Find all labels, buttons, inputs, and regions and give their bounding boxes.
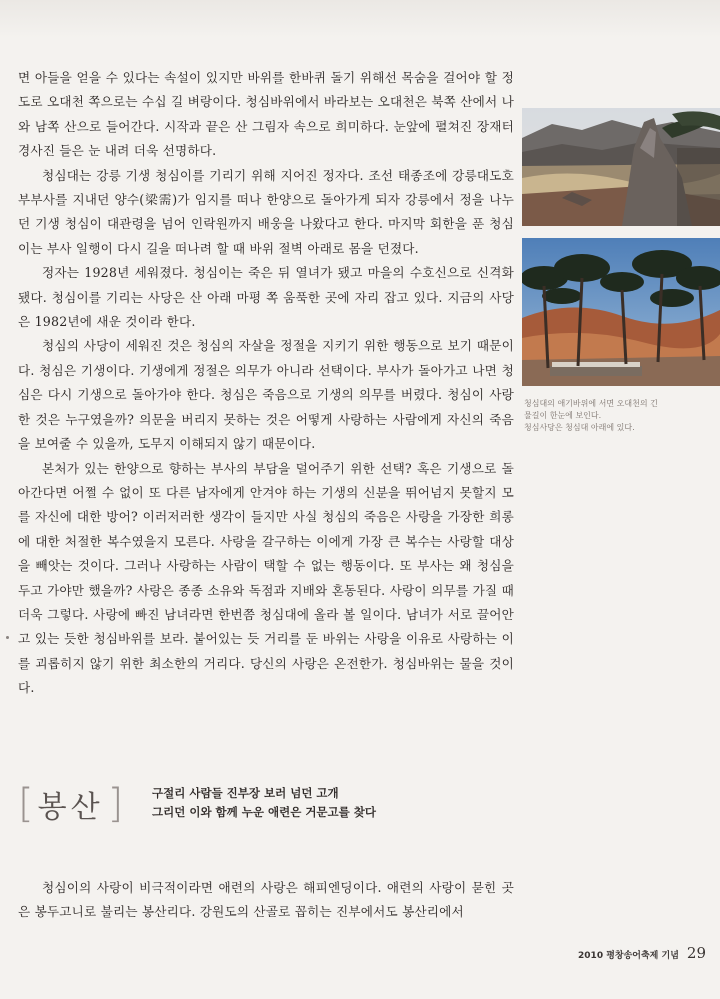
body-paragraph-4: 청심의 사당이 세워진 것은 청심의 자살을 정절을 지키기 위한 행동으로 보기 때문이다. 청심은 기생이다. 기생에게 정절은 의무가 아니라 선택이다. 부사가 돌아가고 나면 청심은 다시 기생으로 돌아가야 한다. 청심은 죽음으로 기생의 의무를 버렸다. 청심이 사랑한 것은 누구였을까? 의문을 버리지 못하는 것은 어떻게 사랑하는 사람에게 자신의 죽음을 보여줄 수 있을까, 도무지 이해되지 않기 때문이다. xyxy=(18,338,514,452)
section-title-text: 봉산 xyxy=(37,790,104,825)
section-subtitle-line-1: 구절리 사람들 진부장 보러 넘던 고개 xyxy=(152,786,339,800)
margin-mark xyxy=(6,636,9,639)
page-number: 29 xyxy=(686,944,706,962)
intro-paragraph: 청심이의 사랑이 비극적이라면 애련의 사랑은 해피엔딩이다. 애련의 사랑이 묻힌 곳은 봉두고니로 불리는 봉산리다. 강원도의 산골로 꼽히는 진부에서도 봉산리에서 xyxy=(18,880,514,920)
bracket-right: ] xyxy=(107,781,124,827)
page-top-margin xyxy=(0,0,720,38)
section-header xyxy=(18,780,518,840)
article-body xyxy=(18,66,514,701)
bracket-left: [ xyxy=(18,781,34,827)
body-paragraph-5: 본처가 있는 한양으로 향하는 부사의 부담을 덜어주기 위한 선택? 혹은 기생으로 돌아간다면 어쩔 수 없이 또 다른 남자에게 안겨야 하는 기생의 신분을 뛰어넘지 못할지 모를 자신에 대한 방어? 이러저러한 생각이 들지만 사실 청심의 죽음은 사랑을 가장한 희롱에 대한 처절한 복수였을지 모른다. 사랑을 갈구하는 이에게 가장 큰 복수는 사랑할 대상을 빼앗는 것이다. 그러나 사랑하는 사람이 택할 수 없는 행동이다. 또 부사는 왜 청심을 두고 가야만 했을까? 사랑은 종종 소유와 독점과 지배와 혼동된다. 사랑이 의무를 가질 때 더욱 그렇다. 사랑에 빠진 남녀라면 한번쯤 청심대에 올라 볼 일이다. 남녀가 서로 끌어안고 있는 듯한 청심바위를 보라. 붙어있는 듯 거리를 둔 바위는 사랑을 이유로 사랑하는 이를 괴롭히지 않기 위한 최소한의 거리다. 당신의 사랑은 온전한가. 청심바위는 물을 것이다. xyxy=(18,460,514,696)
caption-line-1: 청심대의 애기바위에 서면 오대천의 긴 xyxy=(524,399,658,408)
section-title xyxy=(18,780,123,828)
section-subtitle xyxy=(152,784,376,822)
section-intro xyxy=(18,876,514,925)
body-paragraph-2: 청심대는 강릉 기생 청심이를 기리기 위해 지어진 정자다. 조선 태종조에 강릉대도호부부사를 지내던 양수(梁需)가 임지를 떠나 한양으로 돌아가게 되자 강릉에서 정을 나누던 기생 청심이 대관령을 넘어 인락원까지 배웅을 나왔다고 한다. 마지막 회한을 푼 청심이는 부사 일행이 다시 길을 떠나려 할 때 바위 절벽 아래로 몸을 던졌다. xyxy=(18,167,514,256)
caption-line-2: 물길이 한눈에 보인다. xyxy=(524,411,602,420)
section-subtitle-line-2: 그리던 이와 함께 누운 애련은 거문고를 찾다 xyxy=(152,805,376,819)
body-paragraph-3: 정자는 1928년 세워졌다. 청심이는 죽은 뒤 열녀가 됐고 마을의 수호신으로 신격화됐다. 청심이를 기리는 사당은 산 아래 마평 쪽 움푹한 곳에 자리 잡고 있다. 지금의 사당은 1982년에 새운 것이라 한다. xyxy=(18,265,514,330)
body-paragraph-1: 면 아들을 얻을 수 있다는 속설이 있지만 바위를 한바퀴 돌기 위해선 목숨을 걸어야 할 정도로 오대천 쪽으로는 수십 길 벼랑이다. 청심바위에서 바라보는 오대천은 북쪽 산에서 나와 남쪽 산으로 들어간다. 시작과 끝은 산 그림자 속으로 희미하다. 눈앞에 펼쳐진 장재터 경사진 들은 눈 내려 더욱 선명하다. xyxy=(18,70,514,159)
page-footer xyxy=(578,944,706,962)
caption-line-3: 청심사당은 청심대 아래에 있다. xyxy=(524,423,635,432)
photo-caption xyxy=(524,398,714,434)
cheongsimdae-rock-photo xyxy=(522,108,720,226)
footer-label: 2010 평창송어축제 기념 xyxy=(578,951,679,961)
cheongsim-shrine-photo xyxy=(522,238,720,386)
